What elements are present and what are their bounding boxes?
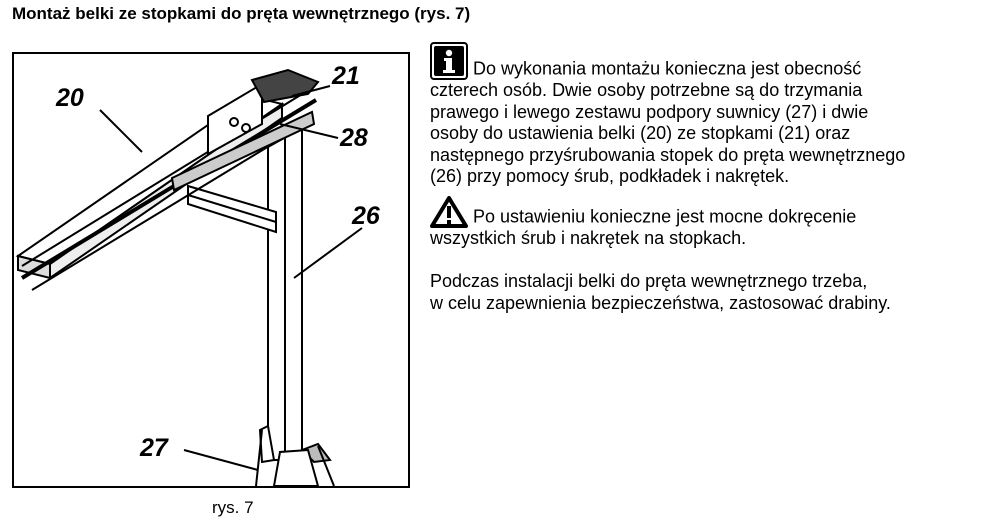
instructions xyxy=(430,42,996,314)
figure-caption: rys. 7 xyxy=(212,498,254,517)
info-text: Do wykonania montażu konieczna jest obecność xyxy=(473,58,862,79)
assembly-figure xyxy=(12,52,410,488)
callout-28: 28 xyxy=(340,124,368,152)
warning-note xyxy=(430,196,996,250)
warning-text: Po ustawieniu konieczne jest mocne dokręcenie xyxy=(473,206,857,226)
callout-26: 26 xyxy=(352,202,380,230)
info-line: osoby do ustawienia belki (20) ze stopkami (21) oraz xyxy=(430,123,851,143)
info-icon xyxy=(430,42,468,80)
info-line: czterech osób. Dwie osoby potrzebne są do trzymania xyxy=(430,80,863,100)
info-line: prawego i lewego zestawu podpory suwnicy (27) i dwie xyxy=(430,101,869,122)
warning-icon xyxy=(430,196,468,228)
callout-21: 21 xyxy=(332,62,360,90)
section-heading: Montaż belki ze stopkami do pręta wewnętrznego (rys. 7) xyxy=(12,4,471,23)
warning-line: wszystkich śrub i nakrętek na stopkach. xyxy=(430,227,747,248)
safety-line: w celu zapewnienia bezpieczeństwa, zastosować drabiny. xyxy=(430,292,891,313)
callout-20: 20 xyxy=(56,84,84,112)
inner-post-drawing xyxy=(268,128,302,460)
safety-line: Podczas instalacji belki do pręta wewnętrznego trzeba, xyxy=(430,271,868,291)
info-note xyxy=(430,42,996,188)
beam-assembly-drawing xyxy=(12,52,410,488)
callout-27: 27 xyxy=(140,434,168,462)
info-line xyxy=(430,42,996,80)
info-line: następnego przyśrubowania stopek do pręta wewnętrznego xyxy=(430,144,906,165)
warning-line xyxy=(430,196,996,228)
info-line: (26) przy pomocy śrub, podkładek i nakrętek. xyxy=(430,166,790,186)
safety-note xyxy=(430,271,996,314)
